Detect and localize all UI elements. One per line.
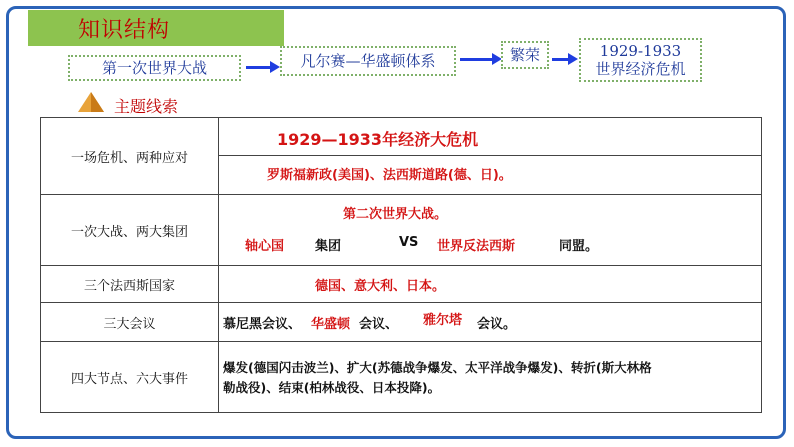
flow-box-crisis: [579, 38, 702, 82]
conference-suffix: 会议、: [359, 317, 399, 332]
events-line-2: 勒战役)、结束(柏林战役、日本投降)。: [223, 380, 441, 395]
table-row: [41, 303, 762, 342]
versus-label: VS: [399, 235, 419, 250]
table-row: [41, 342, 762, 413]
row-content: [219, 118, 762, 195]
alliance-label: 同盟。: [559, 239, 599, 254]
section-title: 知识结构: [78, 18, 171, 43]
row-content: [219, 342, 762, 413]
allies-label: 世界反法西斯: [437, 239, 516, 254]
events-line-1: 爆发(德国闪击波兰)、扩大(苏德战争爆发、太平洋战争爆发)、转折(斯大林格: [223, 360, 652, 375]
yalta-label: 雅尔塔: [423, 313, 463, 328]
table-row: [41, 118, 762, 195]
row-title: 一次大战、两大集团: [41, 195, 219, 266]
row-title: 三大会议: [41, 303, 219, 342]
row-title: 四大节点、六大事件: [41, 342, 219, 413]
flow-box-crisis-label: 世界经济危机: [595, 60, 686, 78]
flow-box-prosperity: 繁荣: [501, 41, 549, 69]
row-content: [219, 303, 762, 342]
bloc-label: 集团: [315, 239, 342, 254]
munich-conference: 慕尼黑会议、: [223, 317, 302, 332]
conference-suffix-2: 会议。: [477, 317, 517, 332]
flow-box-crisis-years: 1929-1933: [599, 42, 682, 60]
row-title: 三个法西斯国家: [41, 266, 219, 303]
table-row: [41, 195, 762, 266]
crisis-responses: 罗斯福新政(美国)、法西斯道路(德、日)。: [267, 168, 512, 183]
theme-table: [40, 117, 762, 413]
row-content: [219, 195, 762, 266]
flow-arrow-1: [246, 66, 272, 69]
flow-box-versailles: 凡尔赛—华盛顿体系: [280, 46, 456, 76]
row-content: [219, 266, 762, 303]
ww2-heading: 第二次世界大战。: [343, 207, 448, 222]
row-divider: [219, 155, 761, 156]
crisis-heading: 1929—1933年经济大危机: [277, 130, 479, 149]
row-title: 一场危机、两种应对: [41, 118, 219, 195]
flow-arrow-2: [460, 58, 494, 61]
theme-label: 主题线索: [114, 97, 179, 116]
fascist-states: 德国、意大利、日本。: [315, 279, 446, 294]
flow-arrow-3: [552, 58, 570, 61]
washington-label: 华盛顿: [311, 317, 351, 332]
pyramid-icon-shade: [91, 92, 104, 112]
flow-box-ww1: 第一次世界大战: [68, 55, 241, 81]
axis-label: 轴心国: [245, 239, 285, 254]
table-row: [41, 266, 762, 303]
